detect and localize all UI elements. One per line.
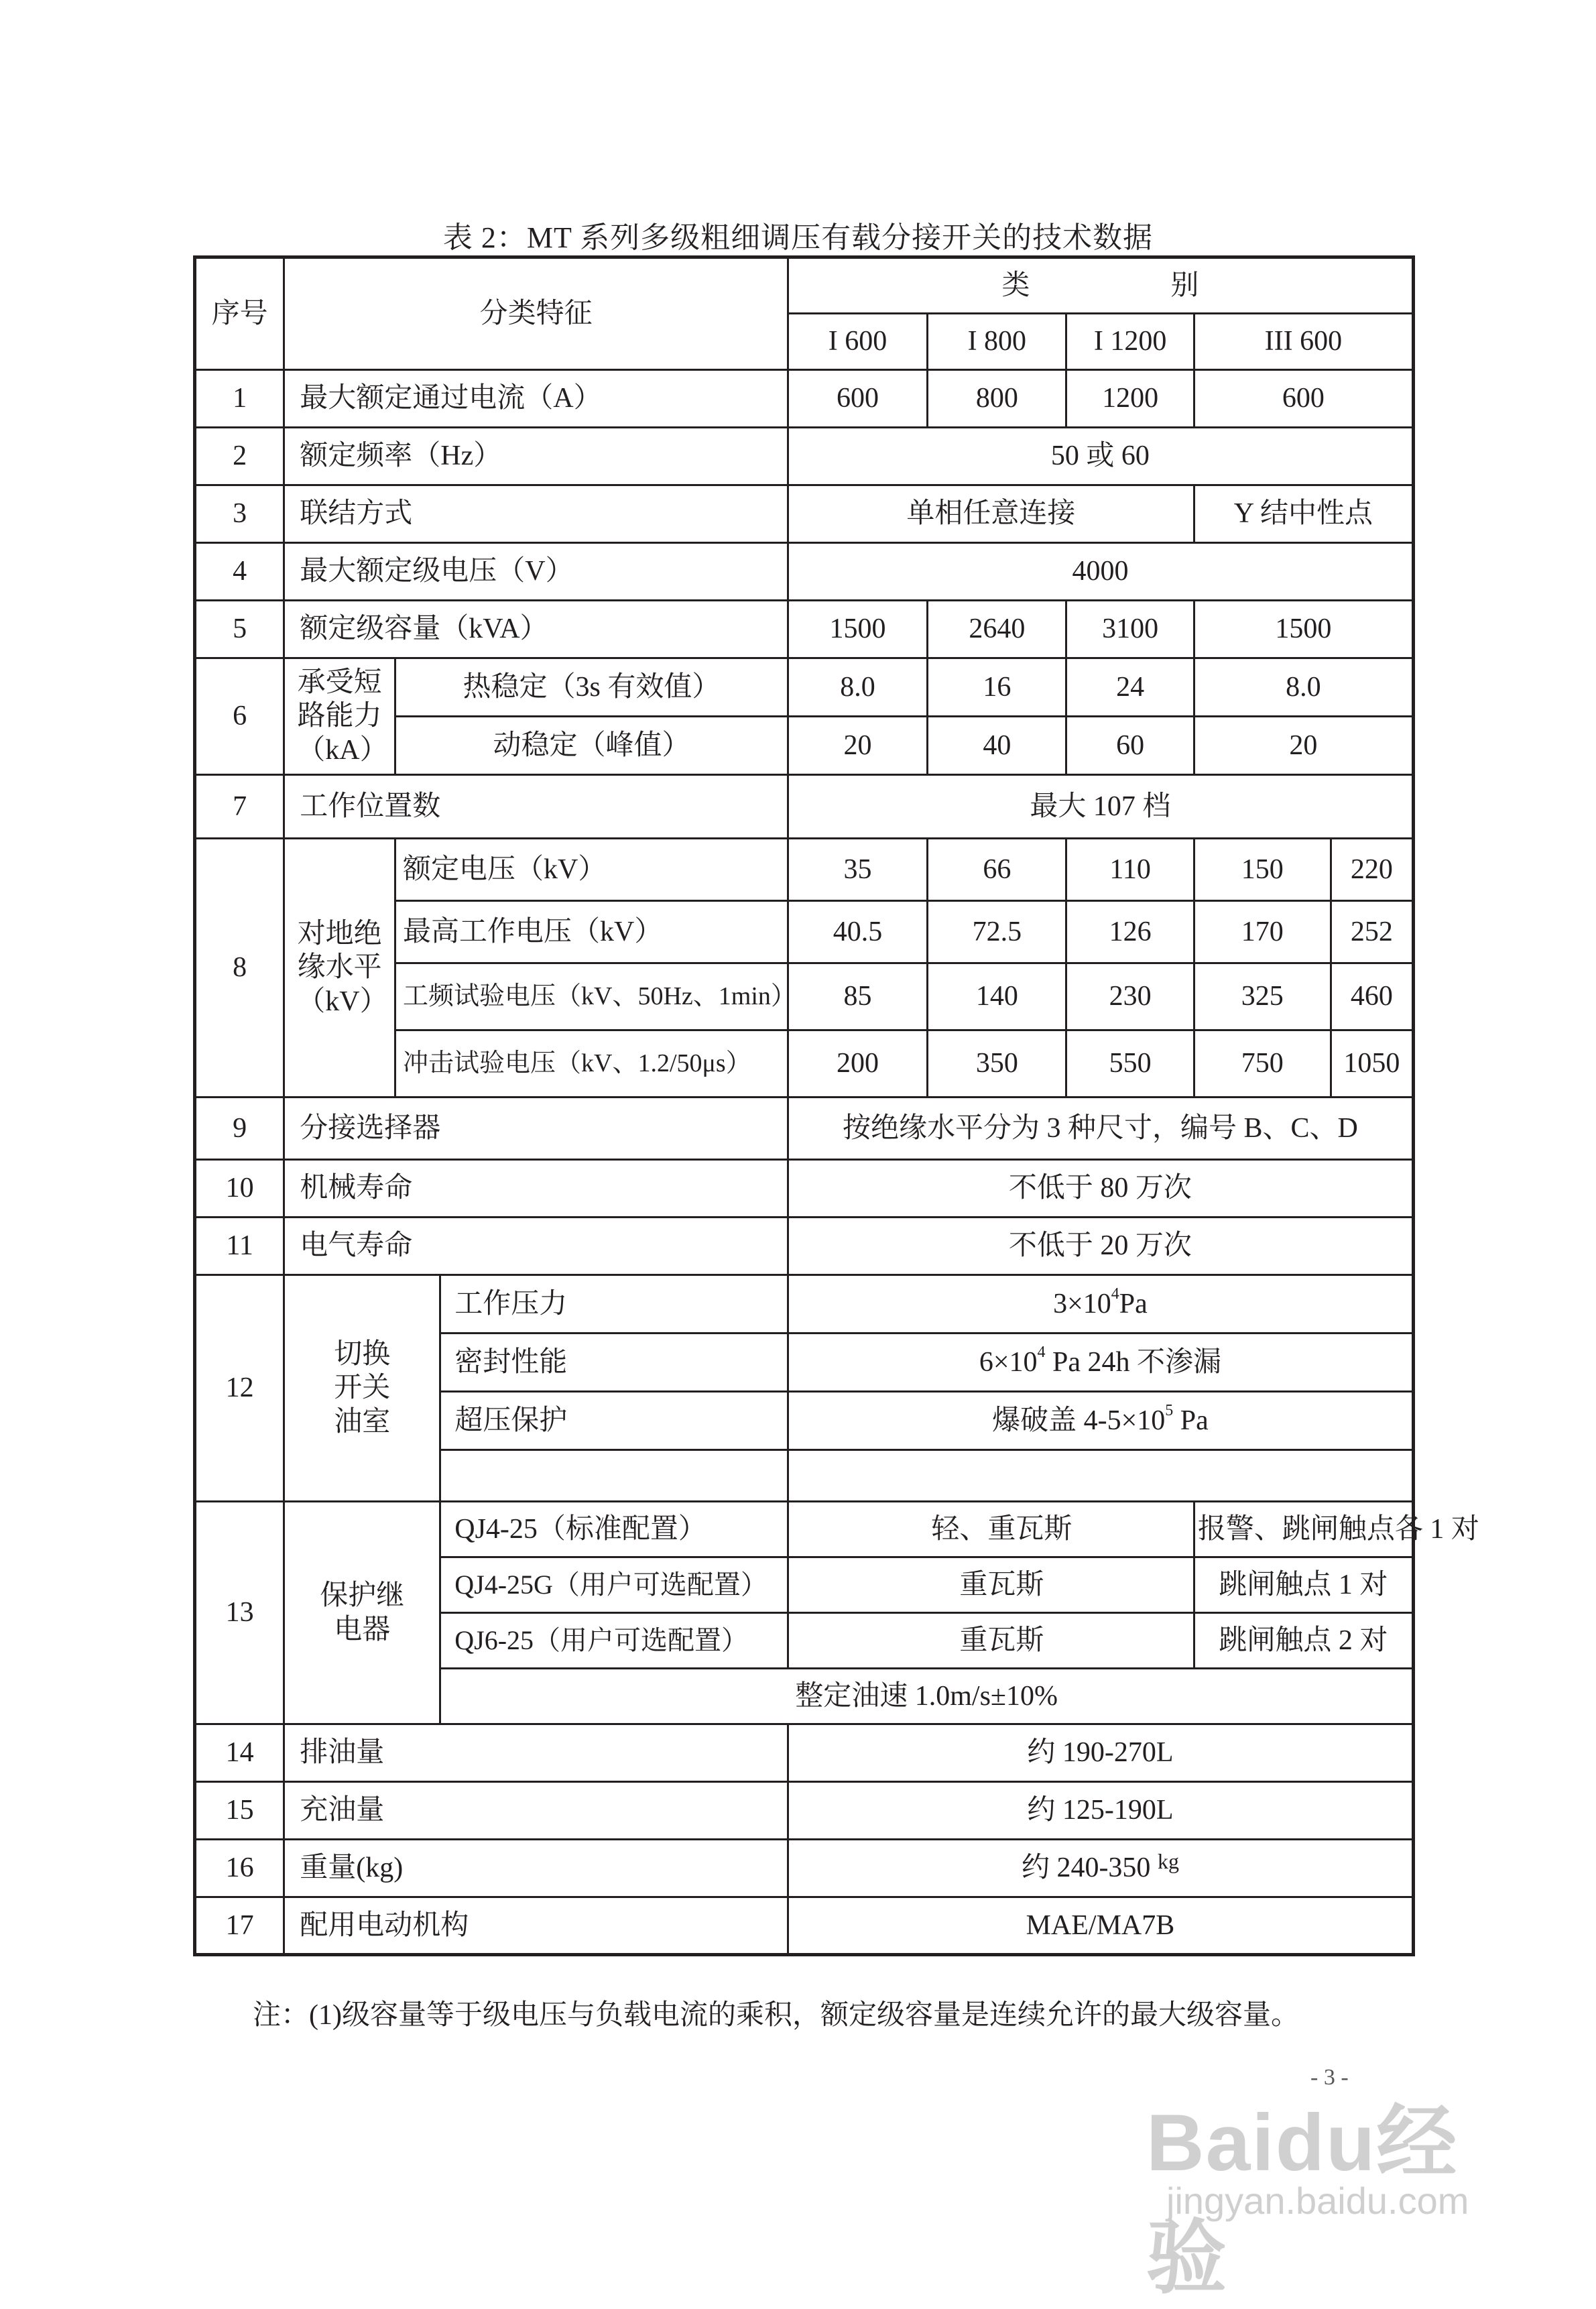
table-row <box>195 485 1414 543</box>
header-feature: 分类特征 <box>284 257 788 370</box>
row-number: 3 <box>195 485 284 543</box>
cell-value: 85 <box>788 963 927 1030</box>
cell-value: 140 <box>928 963 1066 1030</box>
sub-label: 最高工作电压（kV） <box>395 901 788 963</box>
sub-label: 冲击试验电压（kV、1.2/50μs） <box>395 1030 788 1098</box>
table-row <box>195 775 1414 839</box>
table-header-row <box>195 257 1414 314</box>
cell-value: 20 <box>788 717 927 775</box>
cell-value: 252 <box>1331 901 1413 963</box>
page-number: - 3 - <box>1310 2065 1349 2090</box>
cell-value: 35 <box>788 839 927 901</box>
group-label: 切换开关油室 <box>284 1275 440 1502</box>
table-row <box>195 1840 1414 1897</box>
footnote: 注：(1)级容量等于级电压与负载电流的乘积，额定级容量是连续允许的最大级容量。 <box>253 2000 1299 2031</box>
model-i1200: I 1200 <box>1066 314 1194 370</box>
sub-label: 工频试验电压（kV、50Hz、1min） <box>395 963 788 1030</box>
cell-value: 40.5 <box>788 901 927 963</box>
header-category: 类 别 <box>788 257 1413 314</box>
sub-label: 热稳定（3s 有效值） <box>395 658 788 717</box>
group-label: 保护继电器 <box>284 1502 440 1724</box>
group-label: 承受短路能力（kA） <box>284 658 395 775</box>
row-label: 联结方式 <box>284 485 788 543</box>
table-row <box>195 1782 1414 1840</box>
cell-value: 1050 <box>1331 1030 1413 1098</box>
cell-value: 轻、重瓦斯 <box>788 1502 1194 1557</box>
empty-cell <box>788 1450 1413 1502</box>
cell-value: 跳闸触点 2 对 <box>1194 1613 1413 1669</box>
table-row <box>195 1218 1414 1275</box>
table-row <box>195 428 1414 485</box>
cell-value: 220 <box>1331 839 1413 901</box>
row-label: 额定频率（Hz） <box>284 428 788 485</box>
cell-value: 3100 <box>1066 601 1194 658</box>
cell-value: 230 <box>1066 963 1194 1030</box>
cell-value: 800 <box>928 370 1066 428</box>
sub-label: 超压保护 <box>440 1392 788 1450</box>
cell-value: 550 <box>1066 1030 1194 1098</box>
model-i800: I 800 <box>928 314 1066 370</box>
cell-value: 200 <box>788 1030 927 1098</box>
cell-value: 20 <box>1194 717 1413 775</box>
cell-value: 150 <box>1194 839 1331 901</box>
baidu-watermark <box>1140 2078 1515 2303</box>
cell-value: 170 <box>1194 901 1331 963</box>
table-row <box>195 1897 1414 1955</box>
cell-value: 60 <box>1066 717 1194 775</box>
cell-value: 重瓦斯 <box>788 1613 1194 1669</box>
cell-value: 约 190-270L <box>788 1724 1413 1782</box>
cell-value: $3\times 10^4Pa$ <box>788 1275 1413 1334</box>
cell-value: 72.5 <box>928 901 1066 963</box>
sub-label: 额定电压（kV） <box>395 839 788 901</box>
cell-value: 单相任意连接 <box>788 485 1194 543</box>
row-label: 最大额定级电压（V） <box>284 543 788 601</box>
row-label: 电气寿命 <box>284 1218 788 1275</box>
table-row <box>195 1724 1414 1782</box>
group-label: 对地绝缘水平（kV） <box>284 839 395 1098</box>
row-number: 8 <box>195 839 284 1098</box>
table-row <box>195 1275 1414 1334</box>
cell-value: 最大 107 档 <box>788 775 1413 839</box>
cell-value: 按绝缘水平分为 3 种尺寸，编号 B、C、D <box>788 1098 1413 1160</box>
table-row <box>195 370 1414 428</box>
table-row <box>195 601 1414 658</box>
cell-value: 1500 <box>788 601 927 658</box>
cell-value: 重瓦斯 <box>788 1557 1194 1613</box>
cell-value: 2640 <box>928 601 1066 658</box>
row-number: 16 <box>195 1840 284 1897</box>
sub-label: 动稳定（峰值） <box>395 717 788 775</box>
cell-value: Y 结中性点 <box>1194 485 1413 543</box>
row-label: 最大额定通过电流（A） <box>284 370 788 428</box>
table-row <box>195 1502 1414 1557</box>
row-number: 7 <box>195 775 284 839</box>
cell-value: 600 <box>1194 370 1413 428</box>
cell-value: 66 <box>928 839 1066 901</box>
row-label: 重量(kg) <box>284 1840 788 1897</box>
table-row <box>195 658 1414 717</box>
cell-value: 325 <box>1194 963 1331 1030</box>
sub-label: 工作压力 <box>440 1275 788 1334</box>
cell-value: 600 <box>788 370 927 428</box>
cell-value: 约 240-350 $^{kg}$ <box>788 1840 1413 1897</box>
row-label: 工作位置数 <box>284 775 788 839</box>
cell-value: 整定油速 1.0m/s±10% <box>440 1669 1414 1724</box>
row-number: 17 <box>195 1897 284 1955</box>
row-label: 分接选择器 <box>284 1098 788 1160</box>
row-label: 配用电动机构 <box>284 1897 788 1955</box>
cell-value: 8.0 <box>1194 658 1413 717</box>
row-number: 1 <box>195 370 284 428</box>
cell-value: MAE/MA7B <box>788 1897 1413 1955</box>
table-row <box>195 1098 1414 1160</box>
row-number: 10 <box>195 1160 284 1218</box>
cell-value: 不低于 80 万次 <box>788 1160 1413 1218</box>
sub-label: QJ4-25G（用户可选配置） <box>440 1557 788 1613</box>
cell-value: 350 <box>928 1030 1066 1098</box>
sub-label: 密封性能 <box>440 1334 788 1392</box>
cell-value: 报警、跳闸触点各 1 对 <box>1194 1502 1413 1557</box>
row-number: 9 <box>195 1098 284 1160</box>
cell-value: 110 <box>1066 839 1194 901</box>
table-row <box>195 839 1414 901</box>
cell-value: 40 <box>928 717 1066 775</box>
row-number: 4 <box>195 543 284 601</box>
cell-value: 750 <box>1194 1030 1331 1098</box>
row-label: 排油量 <box>284 1724 788 1782</box>
row-number: 14 <box>195 1724 284 1782</box>
row-number: 5 <box>195 601 284 658</box>
row-number: 11 <box>195 1218 284 1275</box>
row-number: 2 <box>195 428 284 485</box>
model-iii600: III 600 <box>1194 314 1413 370</box>
cell-value: 24 <box>1066 658 1194 717</box>
table-row <box>195 543 1414 601</box>
watermark-logo: Baidu经验 <box>1146 2098 1459 2303</box>
empty-cell <box>440 1450 788 1502</box>
watermark-url: jingyan.baidu.com <box>1166 2180 1469 2222</box>
table-row <box>195 1160 1414 1218</box>
cell-value: 不低于 20 万次 <box>788 1218 1413 1275</box>
cell-value: 4000 <box>788 543 1413 601</box>
sub-label: QJ6-25（用户可选配置） <box>440 1613 788 1669</box>
row-number: 13 <box>195 1502 284 1724</box>
cell-value: 8.0 <box>788 658 927 717</box>
cell-value: 1500 <box>1194 601 1413 658</box>
row-number: 15 <box>195 1782 284 1840</box>
cell-value: 跳闸触点 1 对 <box>1194 1557 1413 1613</box>
spec-table <box>193 255 1479 1956</box>
sub-label: QJ4-25（标准配置） <box>440 1502 788 1557</box>
cell-value: 50 或 60 <box>788 428 1413 485</box>
table-title: 表 2：MT 系列多级粗细调压有载分接开关的技术数据 <box>442 221 1154 254</box>
row-label: 充油量 <box>284 1782 788 1840</box>
row-label: 机械寿命 <box>284 1160 788 1218</box>
header-seq: 序号 <box>195 257 284 370</box>
row-number: 6 <box>195 658 284 775</box>
cell-value: $6\times 10^4$ Pa 24h 不渗漏 <box>788 1334 1413 1392</box>
cell-value: 16 <box>928 658 1066 717</box>
model-i600: I 600 <box>788 314 927 370</box>
row-number: 12 <box>195 1275 284 1502</box>
row-label: 额定级容量（kVA） <box>284 601 788 658</box>
cell-value: 约 125-190L <box>788 1782 1413 1840</box>
cell-value: 126 <box>1066 901 1194 963</box>
cell-value: 460 <box>1331 963 1413 1030</box>
cell-value: 爆破盖 $4-5\times 10^5$ Pa <box>788 1392 1413 1450</box>
cell-value: 1200 <box>1066 370 1194 428</box>
